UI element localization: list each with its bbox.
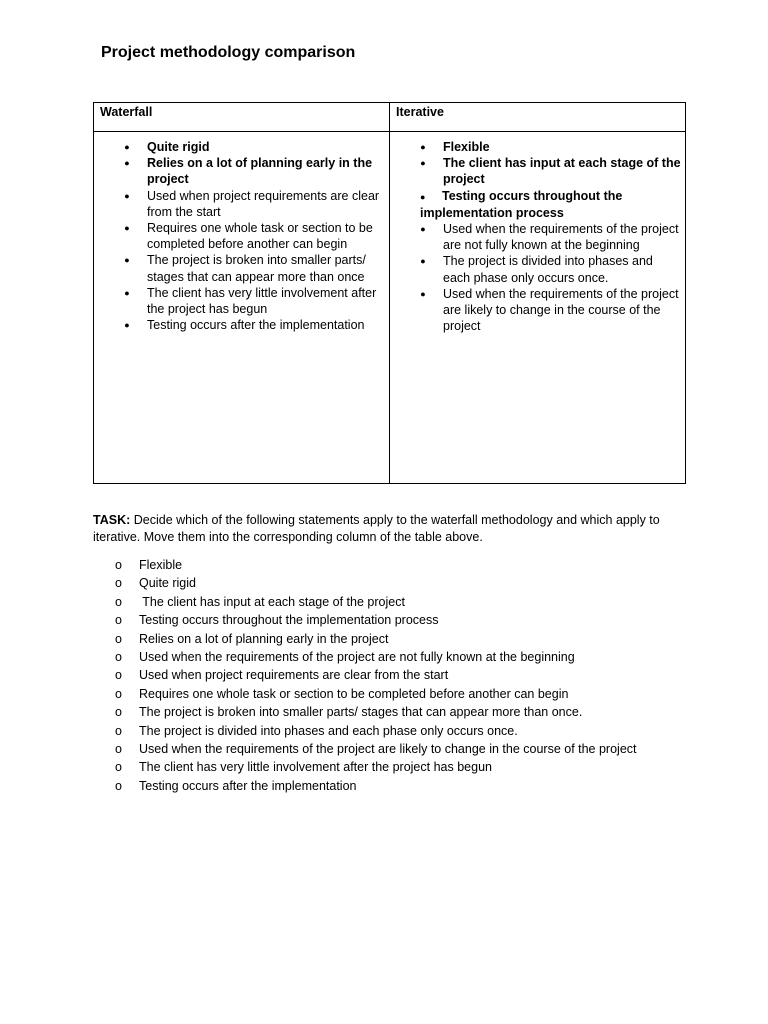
bullet-icon: ● [420,158,426,169]
statement-option[interactable] [93,611,693,629]
list-item-text: The project is broken into smaller parts/ stages that can appear more than once [147,253,366,284]
circle-bullet-icon: o [115,741,122,756]
list-item[interactable] [94,188,385,220]
list-item[interactable] [390,155,681,187]
comparison-table [93,102,686,484]
bullet-icon: ● [124,320,130,331]
statement-option-text: Testing occurs after the implementation [139,778,357,793]
list-item-text: The project is divided into phases and each phase only occurs once. [443,254,653,285]
iterative-cell[interactable] [390,132,686,484]
list-item-text: Requires one whole task or section to be completed before another can begin [147,221,373,252]
statement-option-text: Relies on a lot of planning early in the project [139,631,389,646]
list-item-text: Flexible [443,140,490,154]
list-item-text: Relies on a lot of planning early in the project [147,156,373,187]
bullet-icon: ● [420,191,426,202]
circle-bullet-icon: o [115,705,122,720]
list-item-text: Quite rigid [147,140,210,154]
header-waterfall: Waterfall [94,103,390,132]
list-item[interactable] [390,253,681,285]
header-iterative: Iterative [390,103,686,132]
list-item[interactable] [390,188,681,221]
statement-option[interactable] [93,722,693,740]
list-item-text: Used when the requirements of the project are not fully known at the beginning [443,222,679,253]
statement-option[interactable] [93,630,693,648]
list-item-text: The client has very little involvement after the project has begun [147,285,377,317]
bullet-icon: ● [124,287,130,298]
statement-option-text: Used when the requirements of the project are not fully known at the beginning [139,649,575,664]
circle-bullet-icon: o [115,668,122,683]
iterative-list [390,132,685,334]
circle-bullet-icon: o [115,760,122,775]
statement-option[interactable] [93,556,693,574]
statement-option-text: The client has very little involvement after the project has begun [139,760,492,775]
page-title: Project methodology comparison [101,44,356,61]
list-item-text: Testing occurs after the implementation [147,318,365,333]
statement-option[interactable] [93,703,693,721]
statement-option[interactable] [93,685,693,703]
circle-bullet-icon: o [115,631,122,646]
statement-option-text: The project is divided into phases and each phase only occurs once. [139,723,518,738]
statement-option[interactable] [93,740,693,758]
statement-option-text: Testing occurs throughout the implementation process [139,613,439,628]
table-body-row [94,132,686,484]
bullet-icon: ● [124,142,130,152]
statement-option-text: Quite rigid [139,576,196,591]
task-label: TASK: [93,513,131,527]
statement-option-text: The client has input at each stage of the project [139,594,405,609]
list-item[interactable] [94,317,385,333]
statement-option[interactable] [93,666,693,684]
list-item-text: The client has input at each stage of the project [443,156,681,187]
statement-option-text: Flexible [139,558,183,572]
circle-bullet-icon: o [115,649,122,664]
task-instructions [93,512,683,546]
table-header-row [94,103,686,132]
list-item[interactable] [390,221,681,253]
waterfall-cell[interactable] [94,132,390,484]
list-item-text: Used when the requirements of the project are likely to change in the course of the project [443,286,679,334]
statement-option[interactable] [93,758,693,776]
list-item[interactable] [390,286,681,335]
statement-option[interactable] [93,574,693,592]
list-item-text: Testing occurs throughout the implementation process [420,188,623,220]
statement-option-text: Used when project requirements are clear from the start [139,668,449,683]
bullet-icon: ● [420,288,426,299]
statement-option-text: Requires one whole task or section to be completed before another can begin [139,686,569,701]
circle-bullet-icon: o [115,613,122,628]
bullet-icon: ● [420,142,426,152]
statement-option-text: The project is broken into smaller parts/ stages that can appear more than once. [139,705,583,720]
waterfall-list [94,132,389,333]
list-item[interactable] [94,139,385,155]
circle-bullet-icon: o [115,723,122,738]
circle-bullet-icon: o [115,576,122,591]
list-item[interactable] [94,285,385,317]
bullet-icon: ● [124,223,130,234]
task-text: Decide which of the following statements apply to the waterfall methodology and which apply to iterative. Move them into the corresponding column of the table above. [93,513,660,544]
statement-option-text: Used when the requirements of the project are likely to change in the course of the project [139,741,637,756]
bullet-icon: ● [420,224,426,235]
statement-options-list [93,556,693,795]
bullet-icon: ● [124,255,130,266]
bullet-icon: ● [124,190,130,201]
circle-bullet-icon: o [115,558,122,572]
statement-option[interactable] [93,648,693,666]
list-item[interactable] [390,139,681,155]
bullet-icon: ● [124,158,130,169]
list-item[interactable] [94,220,385,252]
bullet-icon: ● [420,256,426,267]
circle-bullet-icon: o [115,594,122,609]
list-item[interactable] [94,155,385,187]
statement-option[interactable] [93,593,693,611]
circle-bullet-icon: o [115,686,122,701]
list-item-text: Used when project requirements are clear from the start [147,188,380,219]
list-item[interactable] [94,252,385,284]
circle-bullet-icon: o [115,778,122,793]
statement-option[interactable] [93,777,693,795]
